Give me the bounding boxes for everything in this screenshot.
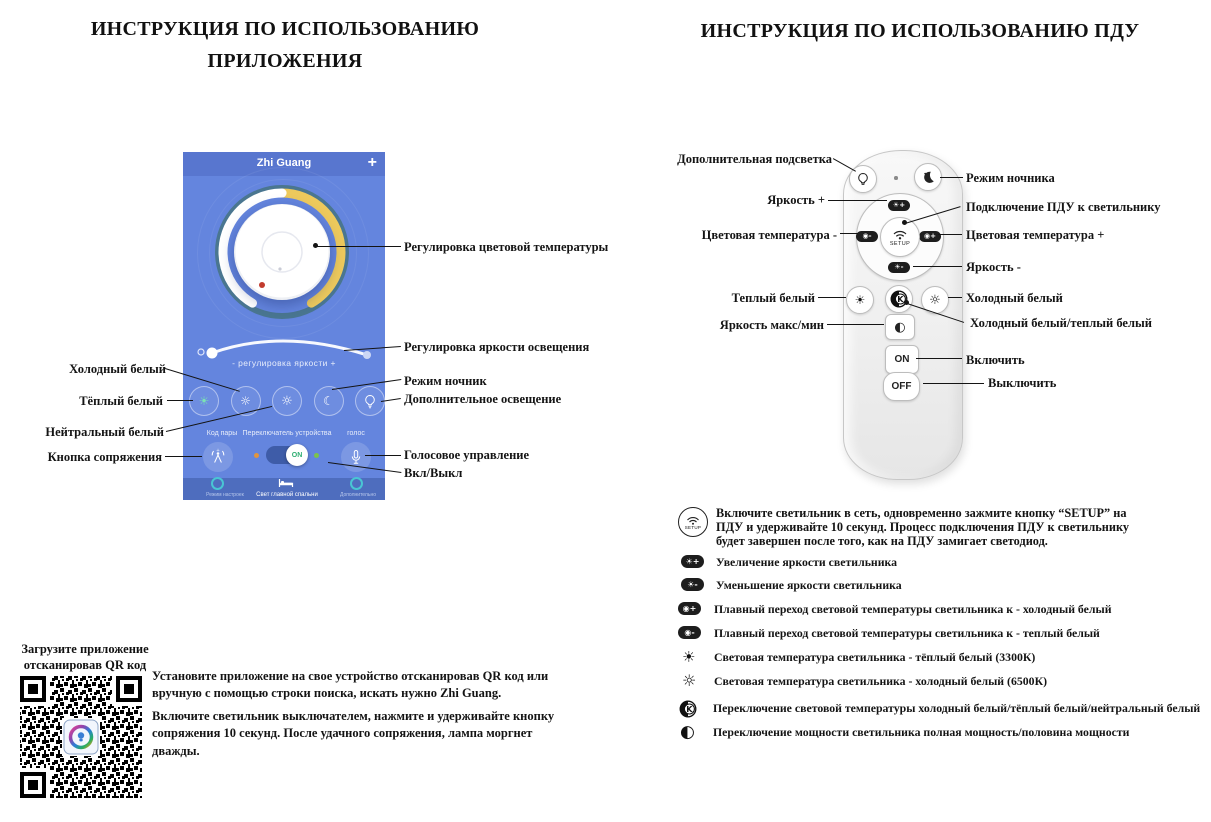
brightness-arc-slider[interactable] [183, 152, 385, 382]
qr-caption-line1: Загрузите приложение [21, 642, 149, 656]
callout-dot [313, 243, 318, 248]
callout-color-temp: Регулировка цветовой температуры [404, 240, 609, 254]
qr-app-logo [64, 720, 98, 754]
warm-sun-icon: ☀ [198, 394, 210, 408]
cold-sun-icon: ☼ [240, 394, 251, 408]
callout-neutral-white: Нейтральный белый [45, 425, 164, 439]
legend-item-text: Плавный переход световой температуры светильника к - теплый белый [714, 626, 1100, 640]
legend-item-text: Уменьшение яркости светильника [716, 578, 902, 592]
callout-line [916, 358, 962, 359]
tab-right-icon[interactable] [350, 477, 363, 490]
antenna-icon [209, 448, 227, 466]
color-temp-plus-button[interactable]: ◉+ [919, 231, 941, 242]
callout-line [948, 297, 962, 298]
temp-toggle-button[interactable] [885, 285, 913, 313]
night-mode-button[interactable] [914, 163, 942, 191]
warm-white-button[interactable] [189, 386, 219, 416]
setup-button[interactable] [880, 217, 920, 257]
warm-white-button[interactable] [846, 286, 874, 314]
brightness-plus-icon: ☀+ [681, 555, 704, 568]
brightness-slider-label: - регулировка яркости + [232, 358, 336, 368]
warm-sun-icon: ☀ [854, 293, 866, 307]
bulb-icon [856, 172, 870, 187]
setup-button-icon [678, 507, 708, 537]
svg-text:+: + [216, 448, 220, 454]
callout-extra-light: Дополнительное освещение [404, 392, 562, 406]
callout-on-off: Вкл/Выкл [404, 466, 463, 480]
callout-night-mode: Режим ночник [404, 374, 487, 388]
callout-setup-pairing: Подключение ПДУ к светильнику [966, 200, 1161, 214]
callout-line [818, 297, 846, 298]
callout-brightness-minus: Яркость - [966, 260, 1021, 274]
callout-line [923, 383, 984, 384]
callout-dot [904, 300, 909, 305]
moon-icon [921, 170, 935, 184]
callout-voice-control: Голосовое управление [404, 448, 530, 462]
callout-line [365, 455, 401, 456]
callout-cold-white: Холодный белый [69, 362, 166, 376]
half-circle-icon: ◐ [894, 319, 906, 335]
setup-icon-label: SETUP [684, 524, 702, 530]
callout-color-temp-plus: Цветовая температура + [966, 228, 1105, 242]
toggle-off-mark [254, 453, 259, 458]
bed-icon[interactable] [278, 476, 294, 488]
brightness-plus-button[interactable]: ☀+ [888, 200, 910, 211]
color-temp-minus-icon: ◉- [678, 626, 701, 639]
app-screenshot [183, 152, 385, 500]
svg-text:K: K [897, 294, 904, 304]
cold-white-icon: ☼ [682, 671, 697, 690]
tab-left-label[interactable]: Режим настроек [206, 492, 244, 498]
callout-cold-warm-toggle: Холодный белый/теплый белый [970, 316, 1152, 330]
callout-line [913, 266, 962, 267]
remote-led [894, 176, 898, 180]
pair-code-label: Код пары [206, 430, 238, 437]
callout-color-temp-minus: Цветовая температура - [701, 228, 837, 242]
callout-line [940, 177, 963, 178]
legend-item-text: Переключение мощности светильника полная мощность/половина мощности [713, 725, 1130, 739]
on-button[interactable]: ON [885, 345, 919, 374]
legend-item-text: Увеличение яркости светильника [716, 555, 898, 569]
color-temp-minus-button[interactable]: ◉- [856, 231, 878, 242]
callout-pairing-button: Кнопка сопряжения [47, 450, 162, 464]
callout-line [167, 400, 193, 401]
callout-brightness-max-min: Яркость макс/мин [719, 318, 824, 332]
brightness-minus-button[interactable]: ☀- [888, 262, 910, 273]
add-device-button[interactable]: + [367, 154, 377, 171]
neutral-white-button[interactable] [272, 386, 302, 416]
voice-label: голос [347, 430, 365, 437]
legend-item-text: Световая температура светильника - тёплый белый (3300К) [714, 650, 1036, 664]
off-button[interactable]: OFF [883, 372, 920, 401]
power-toggle-knob[interactable]: ON [286, 444, 308, 466]
callout-line [317, 246, 401, 247]
remote-section-title: ИНСТРУКЦИЯ ПО ИСПОЛЬЗОВАНИЮ ПДУ [700, 20, 1140, 42]
cold-sun-icon: ☼ [929, 292, 941, 308]
qr-code [18, 674, 144, 800]
setup-button-label: SETUP [889, 240, 911, 247]
legend-item-text: Плавный переход световой температуры светильника к - холодный белый [714, 602, 1112, 616]
temp-toggle-icon [890, 290, 908, 308]
tab-left-icon[interactable] [211, 477, 224, 490]
legend-item-text: Световая температура светильника - холодный белый (6500К) [714, 674, 1048, 688]
bulb-icon [363, 394, 377, 409]
callout-night-mode-remote: Режим ночника [966, 171, 1055, 185]
callout-cold-white-remote: Холодный белый [966, 291, 1063, 305]
device-switch-label: Переключатель устройства [242, 430, 332, 437]
install-instructions: Установите приложение на свое устройство отсканировав QR код или вручную с помощью строки поиска, искать нужно Zhi Guang. [152, 669, 549, 701]
wifi-icon [892, 228, 908, 240]
legend-item-text: Переключение световой температуры холодный белый/тёплый белый/нейтральный белый [713, 701, 1201, 715]
toggle-on-mark [314, 453, 319, 458]
qr-caption-line2: отсканировав QR код [23, 658, 147, 672]
microphone-icon [348, 449, 364, 466]
power-toggle-icon: ◐ [680, 722, 695, 742]
tab-center-label[interactable]: Свет главной спальни [256, 492, 318, 498]
callout-brightness: Регулировка яркости освещения [404, 340, 590, 354]
pairing-button[interactable] [203, 442, 233, 472]
callout-line [828, 200, 887, 201]
neutral-sun-icon: ☼ [281, 393, 293, 409]
app-section-title-line1: ИНСТРУКЦИЯ ПО ИСПОЛЬЗОВАНИЮ [90, 18, 480, 40]
pairing-instructions: Включите светильник выключателем, нажмите и удерживайте кнопку сопряжения 10 секунд. После удачного сопряжения, лампа моргнет дважды. [152, 709, 555, 758]
callout-warm-white: Тёплый белый [79, 394, 163, 408]
svg-text:K: K [686, 704, 693, 714]
warm-white-icon: ☀ [682, 648, 696, 666]
night-mode-button[interactable] [314, 386, 344, 416]
callout-line [840, 233, 858, 234]
app-section-title-line2: ПРИЛОЖЕНИЯ [207, 50, 363, 72]
callout-line [165, 456, 202, 457]
app-title: Zhi Guang [256, 157, 312, 169]
brightness-minus-icon: ☀- [681, 578, 704, 591]
legend-setup-text: Включите светильник в сеть, одновременно зажмите кнопку “SETUP” на ПДУ и удерживайте 10 секунд. Процесс подключения ПДУ к светильнику будет завершен после того, как на ПДУ замигает светодиод. [716, 506, 1130, 549]
temp-toggle-icon [679, 700, 697, 718]
callout-warm-white-remote: Теплый белый [731, 291, 815, 305]
callout-turn-off: Выключить [988, 376, 1057, 390]
callout-line [833, 158, 856, 172]
callout-dot [902, 220, 907, 225]
callout-line [827, 324, 884, 325]
callout-line [938, 234, 962, 235]
tab-right-label[interactable]: Дополнительно [340, 492, 376, 498]
half-power-button[interactable] [885, 314, 915, 340]
callout-turn-on: Включить [966, 353, 1025, 367]
color-temp-plus-icon: ◉+ [678, 602, 701, 615]
moon-icon: ☾ [323, 394, 334, 408]
callout-extra-backlight: Дополнительная подсветка [677, 152, 832, 166]
callout-brightness-plus: Яркость + [767, 193, 825, 207]
